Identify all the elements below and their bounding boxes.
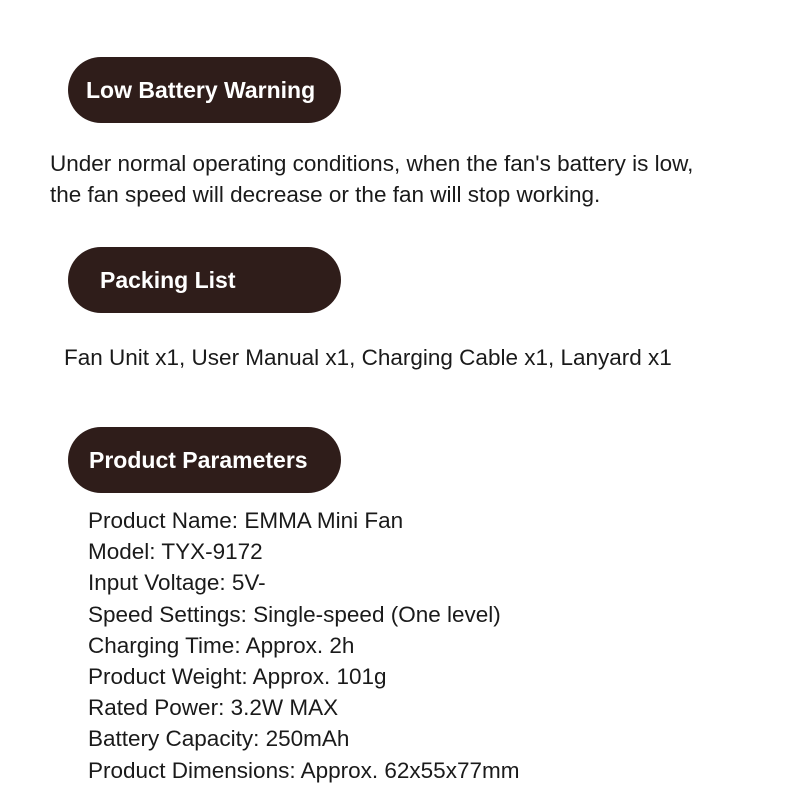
param-charging-time: Charging Time: Approx. 2h: [88, 632, 355, 658]
param-rated-power: Rated Power: 3.2W MAX: [88, 695, 339, 721]
param-product-name: Product Name: EMMA Mini Fan: [88, 508, 404, 533]
low-battery-warning-heading-pill: [68, 57, 341, 123]
param-product-dimensions: Product Dimensions: Approx. 62x55x77mm: [88, 757, 520, 783]
product-parameters-list: [88, 505, 519, 786]
param-model: Model: TYX-9172: [88, 539, 263, 565]
low-battery-warning-heading: Low Battery Warning: [86, 77, 316, 103]
param-input-voltage: Input Voltage: 5V-: [88, 570, 266, 596]
packing-list-heading: Packing List: [100, 267, 236, 293]
product-parameters-heading-pill: [68, 427, 341, 493]
low-battery-warning-line-1: Under normal operating conditions, when the fan's battery is low,: [50, 151, 694, 176]
low-battery-warning-line-2: the fan speed will decrease or the fan will stop working.: [50, 182, 601, 207]
param-product-weight: Product Weight: Approx. 101g: [88, 664, 387, 690]
product-parameters-heading: Product Parameters: [89, 447, 308, 473]
packing-list-text: Fan Unit x1, User Manual x1, Charging Cable x1, Lanyard x1: [64, 345, 672, 370]
param-battery-capacity: Battery Capacity: 250mAh: [88, 726, 350, 752]
packing-list-heading-pill: [68, 247, 341, 313]
param-speed-settings: Speed Settings: Single-speed (One level): [88, 601, 501, 627]
